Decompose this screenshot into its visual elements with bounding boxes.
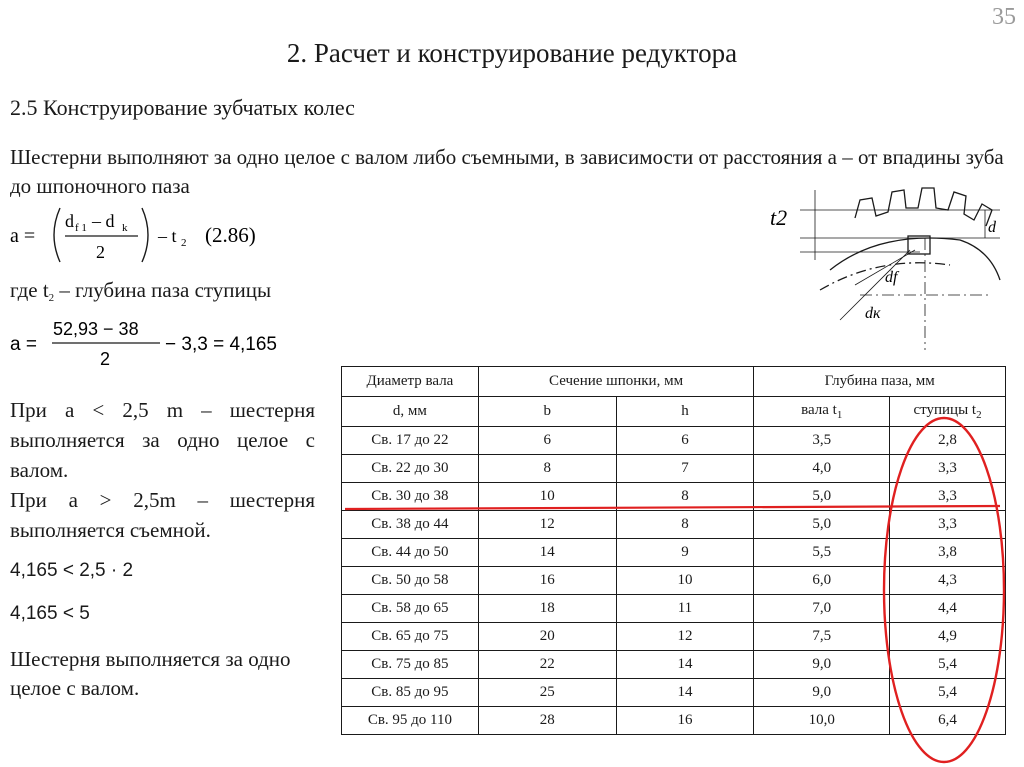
section-heading: 2.5 Конструирование зубчатых колес	[10, 95, 355, 120]
table-cell: 3,3	[890, 455, 1006, 483]
table-cell: 8	[478, 455, 616, 483]
table-cell: 5,4	[890, 679, 1006, 707]
table-cell: Св. 75 до 85	[342, 651, 479, 679]
table-cell: Св. 95 до 110	[342, 707, 479, 735]
table-cell: 25	[478, 679, 616, 707]
table-cell: 5,0	[754, 483, 890, 511]
table-cell: Св. 44 до 50	[342, 539, 479, 567]
label-dk: dк	[865, 305, 881, 322]
header-hub-t2: ступицы $t_2$	[890, 397, 1006, 427]
table-cell: 3,5	[754, 427, 890, 455]
table-cell: 4,0	[754, 455, 890, 483]
table-cell: 14	[478, 539, 616, 567]
slide-title: 2. Расчет и конструирование редуктора	[286, 38, 738, 68]
calc-denominator: 2	[100, 349, 111, 369]
conditions	[10, 395, 315, 545]
inequality-1: 4,165 < 2,5 · 2	[10, 560, 134, 581]
table-cell: Св. 58 до 65	[342, 595, 479, 623]
formula-tail: – t	[158, 226, 177, 246]
label-t2: t2	[770, 205, 788, 230]
table-row	[342, 707, 1006, 735]
table-row	[342, 651, 1006, 679]
table-cell: 6	[616, 427, 754, 455]
condition-2: При a > 2,5m – шестерня выполняется съемной.	[10, 488, 315, 542]
formula-num-d: d	[65, 211, 74, 231]
gear-root-arc	[830, 238, 1000, 280]
calc-rest: − 3,3 = 4,165	[165, 334, 277, 355]
table-cell: 14	[616, 679, 754, 707]
table-row	[342, 679, 1006, 707]
table-cell: 16	[478, 567, 616, 595]
table-cell: 3,3	[890, 511, 1006, 539]
table-body	[342, 427, 1006, 735]
table-cell: Св. 50 до 58	[342, 567, 479, 595]
table-cell: 6,0	[754, 567, 890, 595]
calc-formula	[10, 315, 330, 375]
gear-teeth	[855, 188, 992, 226]
condition-1: При a < 2,5 m – шестерня выполняется за одно целое с валом.	[10, 398, 315, 482]
formula-sub-2: 2	[181, 237, 187, 249]
table-row	[342, 511, 1006, 539]
table-row	[342, 567, 1006, 595]
header-row-1	[342, 367, 1006, 397]
table-cell: 3,3	[890, 483, 1006, 511]
table-cell: 12	[616, 623, 754, 651]
table-cell: 8	[616, 483, 754, 511]
table-row	[342, 455, 1006, 483]
table-cell: 8	[616, 511, 754, 539]
table-cell: 10,0	[754, 707, 890, 735]
table-cell: 4,9	[890, 623, 1006, 651]
table-cell: 5,5	[754, 539, 890, 567]
table-row	[342, 427, 1006, 455]
table-cell: 18	[478, 595, 616, 623]
table-cell: Св. 22 до 30	[342, 455, 479, 483]
table-row	[342, 595, 1006, 623]
table-cell: 7,0	[754, 595, 890, 623]
table-row	[342, 623, 1006, 651]
formula-sub-f1: f 1	[75, 222, 87, 234]
calc-numerator: 52,93 − 38	[53, 319, 139, 339]
formula-denominator: 2	[96, 242, 105, 262]
table-cell: 10	[478, 483, 616, 511]
header-shaft-diameter: Диаметр вала	[342, 367, 479, 397]
header-h: h	[616, 397, 754, 427]
table-cell: 6	[478, 427, 616, 455]
table-cell: 7	[616, 455, 754, 483]
where-text: где $t_2$ – глубина паза ступицы	[10, 278, 272, 304]
table-cell: 5,4	[890, 651, 1006, 679]
table-cell: 2,8	[890, 427, 1006, 455]
table-row	[342, 539, 1006, 567]
table-cell: Св. 85 до 95	[342, 679, 479, 707]
table-cell: 20	[478, 623, 616, 651]
table-cell: 11	[616, 595, 754, 623]
table-cell: 16	[616, 707, 754, 735]
table-cell: 12	[478, 511, 616, 539]
table-cell: Св. 30 до 38	[342, 483, 479, 511]
table-cell: 7,5	[754, 623, 890, 651]
table-cell: 22	[478, 651, 616, 679]
formula-paren-right	[142, 208, 148, 262]
header-key-section: Сечение шпонки, мм	[478, 367, 754, 397]
header-d-mm: d, мм	[342, 397, 479, 427]
formula-num-dk: – d	[92, 211, 115, 231]
table-cell: 14	[616, 651, 754, 679]
formula-number: (2.86)	[205, 223, 256, 247]
table-cell: Св. 17 до 22	[342, 427, 479, 455]
table-cell: 4,4	[890, 595, 1006, 623]
table-cell: 9,0	[754, 679, 890, 707]
table-cell: 28	[478, 707, 616, 735]
table-cell: 10	[616, 567, 754, 595]
table-cell: Св. 65 до 75	[342, 623, 479, 651]
label-d: d	[988, 219, 996, 236]
gear-diagram	[760, 170, 1010, 355]
header-shaft-t1: вала $t_1$	[754, 397, 890, 427]
table-cell: 9,0	[754, 651, 890, 679]
conclusion: Шестерня выполняется за одно целое с валом.	[10, 647, 291, 700]
page-number: 35	[992, 4, 1016, 30]
inequality-2: 4,165 < 5	[10, 603, 90, 624]
formula-sub-k: k	[122, 222, 128, 234]
formula-lhs: a =	[10, 225, 36, 247]
header-b: b	[478, 397, 616, 427]
table-cell: 4,3	[890, 567, 1006, 595]
table-row	[342, 483, 1006, 511]
formula-2-86	[10, 200, 300, 270]
table-cell: 9	[616, 539, 754, 567]
header-groove-depth: Глубина паза, мм	[754, 367, 1006, 397]
header-row-2	[342, 397, 1006, 427]
calc-lhs: a =	[10, 334, 37, 355]
formula-paren-left	[54, 208, 60, 262]
key-dimensions-table	[341, 366, 1006, 735]
table-cell: 6,4	[890, 707, 1006, 735]
label-df: df	[885, 269, 898, 286]
table-cell: 3,8	[890, 539, 1006, 567]
intro-paragraph: Шестерни выполняют за одно целое с валом либо съемными, в зависимости от расстояния а – от впадины зуба до шпоночного паза	[10, 145, 1004, 198]
table-cell: Св. 38 до 44	[342, 511, 479, 539]
table-cell: 5,0	[754, 511, 890, 539]
